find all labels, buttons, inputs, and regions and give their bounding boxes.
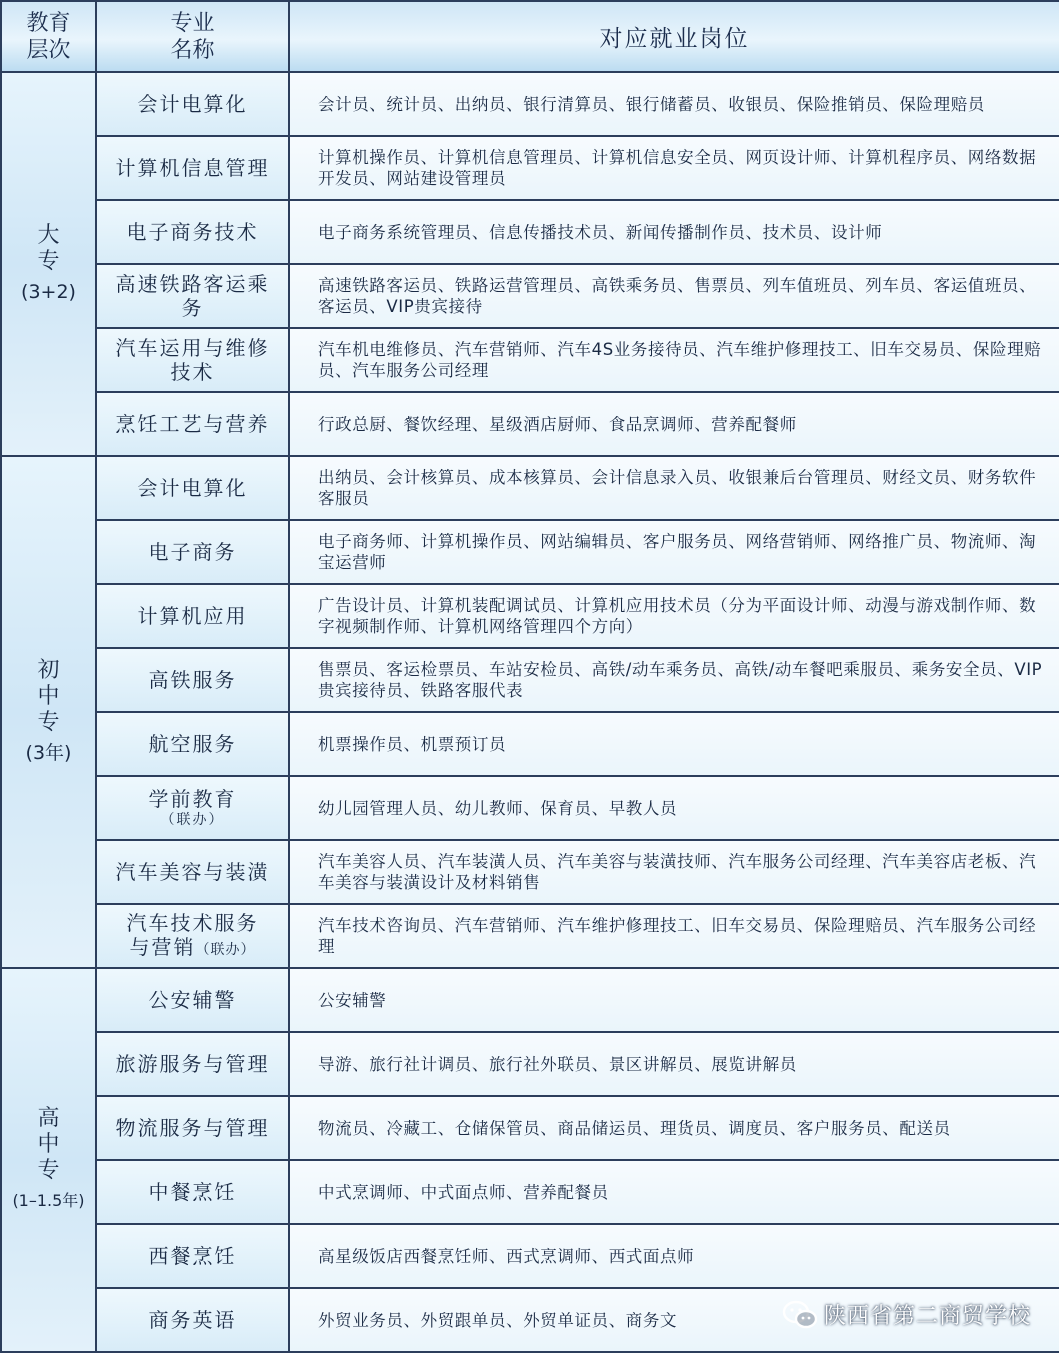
table-row xyxy=(1,72,1059,136)
job-list: 机票操作员、机票预订员 xyxy=(289,712,1059,776)
table-row xyxy=(1,584,1059,648)
major-name: 电子商务技术 xyxy=(96,200,289,264)
job-list: 高星级饭店西餐烹饪师、西式烹调师、西式面点师 xyxy=(289,1224,1059,1288)
table-row xyxy=(1,904,1059,968)
table-row xyxy=(1,840,1059,904)
wechat-icon xyxy=(782,1300,818,1330)
major-name: 电子商务 xyxy=(96,520,289,584)
job-list: 电子商务系统管理员、信息传播技术员、新闻传播制作员、技术员、设计师 xyxy=(289,200,1059,264)
major-name: 烹饪工艺与营养 xyxy=(96,392,289,456)
major-name: 中餐烹饪 xyxy=(96,1160,289,1224)
watermark xyxy=(782,1299,1031,1330)
job-list: 行政总厨、餐饮经理、星级酒店厨师、食品烹调师、营养配餐师 xyxy=(289,392,1059,456)
table-row xyxy=(1,776,1059,840)
header-level: 教育 层次 xyxy=(1,1,96,72)
job-list: 公安辅警 xyxy=(289,968,1059,1032)
table-row xyxy=(1,328,1059,392)
table-row xyxy=(1,1096,1059,1160)
table-row xyxy=(1,456,1059,520)
table-row xyxy=(1,968,1059,1032)
major-note: （联办） xyxy=(160,812,225,828)
major-name: 会计电算化 xyxy=(96,456,289,520)
job-list: 高速铁路客运员、铁路运营管理员、高铁乘务员、售票员、列车值班员、列车员、客运值班员、客运员、VIP贵宾接待 xyxy=(289,264,1059,328)
job-list: 导游、旅行社计调员、旅行社外联员、景区讲解员、展览讲解员 xyxy=(289,1032,1059,1096)
table-row xyxy=(1,1032,1059,1096)
job-list: 幼儿园管理人员、幼儿教师、保育员、早教人员 xyxy=(289,776,1059,840)
level-dazhuan: 大 专 (3+2) xyxy=(1,72,96,456)
major-cell xyxy=(96,904,289,968)
header-major: 专业 名称 xyxy=(96,1,289,72)
job-list: 广告设计员、计算机装配调试员、计算机应用技术员（分为平面设计师、动漫与游戏制作师、数字视频制作师、计算机网络管理四个方向） xyxy=(289,584,1059,648)
watermark-text: 陕西省第二商贸学校 xyxy=(823,1304,1031,1329)
major-name: 西餐烹饪 xyxy=(96,1224,289,1288)
major-name: 计算机信息管理 xyxy=(96,136,289,200)
table-row xyxy=(1,520,1059,584)
major-name: 计算机应用 xyxy=(96,584,289,648)
job-list: 中式烹调师、中式面点师、营养配餐员 xyxy=(289,1160,1059,1224)
level-chuzhong: 初 中 专 (3年) xyxy=(1,456,96,968)
header-jobs: 对应就业岗位 xyxy=(289,1,1059,72)
major-name: 汽车美容与装潢 xyxy=(96,840,289,904)
job-list: 计算机操作员、计算机信息管理员、计算机信息安全员、网页设计师、计算机程序员、网络数据开发员、网站建设管理员 xyxy=(289,136,1059,200)
major-name: 航空服务 xyxy=(96,712,289,776)
major-name: 学前教育 xyxy=(148,787,237,811)
major-name: 商务英语 xyxy=(96,1288,289,1352)
table-row xyxy=(1,712,1059,776)
header-row xyxy=(1,1,1059,72)
job-list: 外贸业务员、外贸跟单员、外贸单证员、商务文 xyxy=(289,1288,1059,1352)
major-name: 汽车技术服务与营销 xyxy=(126,910,259,959)
major-cell xyxy=(96,776,289,840)
major-name: 高速铁路客运乘务 xyxy=(96,264,289,328)
level-gaozhong: 高 中 专 (1–1.5年) xyxy=(1,968,96,1352)
job-list: 汽车美容人员、汽车装潢人员、汽车美容与装潢技师、汽车服务公司经理、汽车美容店老板、汽车美容与装潢设计及材料销售 xyxy=(289,840,1059,904)
major-name: 会计电算化 xyxy=(96,72,289,136)
job-list: 会计员、统计员、出纳员、银行清算员、银行储蓄员、收银员、保险推销员、保险理赔员 xyxy=(289,72,1059,136)
job-list: 电子商务师、计算机操作员、网站编辑员、客户服务员、网络营销师、网络推广员、物流师、淘宝运营师 xyxy=(289,520,1059,584)
table-row xyxy=(1,1224,1059,1288)
major-note: （联办） xyxy=(195,941,256,958)
major-name: 旅游服务与管理 xyxy=(96,1032,289,1096)
major-name: 物流服务与管理 xyxy=(96,1096,289,1160)
job-list: 汽车机电维修员、汽车营销师、汽车4S业务接待员、汽车维护修理技工、旧车交易员、保险理赔员、汽车服务公司经理 xyxy=(289,328,1059,392)
job-list: 物流员、冷藏工、仓储保管员、商品储运员、理货员、调度员、客户服务员、配送员 xyxy=(289,1096,1059,1160)
job-list: 售票员、客运检票员、车站安检员、高铁/动车乘务员、高铁/动车餐吧乘服员、乘务安全员、VIP贵宾接待员、铁路客服代表 xyxy=(289,648,1059,712)
major-name: 高铁服务 xyxy=(96,648,289,712)
table-row xyxy=(1,1160,1059,1224)
table-row xyxy=(1,136,1059,200)
table-row xyxy=(1,200,1059,264)
table-row xyxy=(1,648,1059,712)
major-name: 汽车运用与维修技术 xyxy=(96,328,289,392)
job-list: 出纳员、会计核算员、成本核算员、会计信息录入员、收银兼后台管理员、财经文员、财务软件客服员 xyxy=(289,456,1059,520)
major-name: 公安辅警 xyxy=(96,968,289,1032)
table-row xyxy=(1,264,1059,328)
table-row xyxy=(1,392,1059,456)
job-list: 汽车技术咨询员、汽车营销师、汽车维护修理技工、旧车交易员、保险理赔员、汽车服务公司经理 xyxy=(289,904,1059,968)
